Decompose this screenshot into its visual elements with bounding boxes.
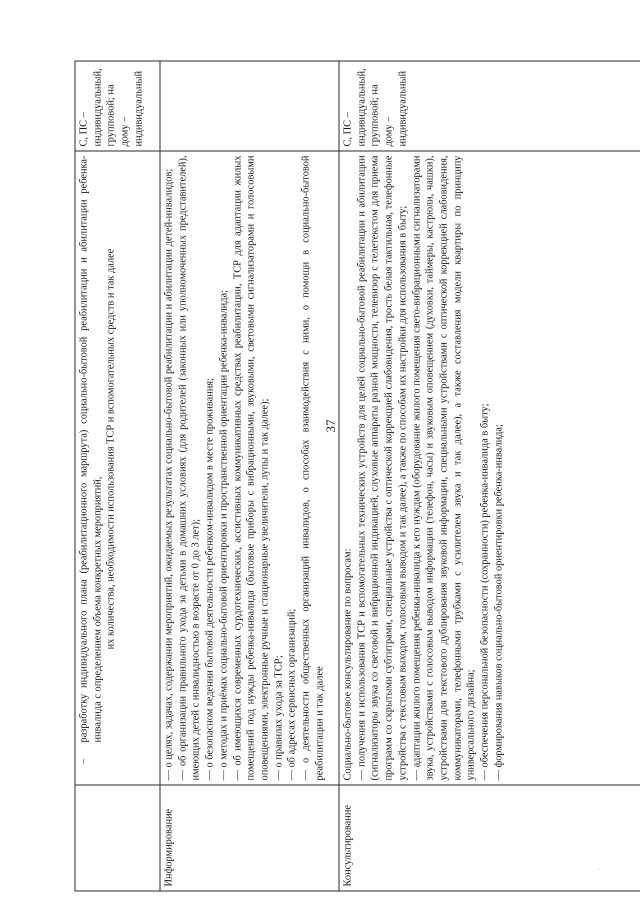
list-item: — получения и использования ТСР и вспомогательных технических устройств для целей социально-бытовой реабилитации и абилитации (сигнализаторы звука со световой и вибрационной индикацией, слуховые аппараты разной мощности, телевизор с телетекстом для приема программ со скрытыми субтитрами, специальные устройства с оптической коррекцией слабовидения, трость белая тактильная, телефонные устройства с текстовым выходом, голосовым выводом и так далее), а также по способам их настройки для использования в быту; <box>356 155 409 781</box>
form-cell-informing <box>160 61 339 151</box>
list-item: — обеспечения персональной безопасности (сохранности) ребенка-инвалида в быту; <box>479 403 491 781</box>
category-cell-informing: Информирование <box>160 785 339 891</box>
dash-bullet: – <box>78 758 90 765</box>
table-row-informing <box>160 61 339 891</box>
list-item: — о методах и приёмах социально-бытовой ориентировки и пространственной ориентации ребенка-инвалида; <box>218 289 230 781</box>
table-row-consulting <box>339 61 640 891</box>
content-cell-informing <box>160 151 339 785</box>
form-text: С, ПС – индивидуальный, групповой; на дому – индивидуальный <box>78 68 145 147</box>
category-cell-consulting: Консультирование <box>339 785 640 891</box>
intro-text-line-2: их количества, необходимости использования ТСР и вспомогательных средств и так далее <box>105 248 117 650</box>
list-item: — о деятельности общественных организаций инвалидов, о способах взаимодействия с ними, о помощи в социально-бытовой реабилитации и так далее <box>300 155 326 781</box>
list-item: — об имеющихся современных сурдотехнических, ассистивных коммуникативных средствах реабилитации, ТСР для адаптации жилых помещений под нужды ребенка-инвалида (бытовые приборы с вибрационными, звуковыми, световыми сигнализаторами и голосовыми оповещениями, электронные ручные и стационарные увеличители, лупы и так далее); <box>232 155 271 781</box>
category-cell-empty <box>75 785 160 891</box>
list-item: — о правилах ухода за ТСР; <box>273 655 285 781</box>
content-cell-consulting <box>339 151 640 785</box>
services-table <box>75 61 640 892</box>
list-item: — о целях, задачах, содержании мероприятий, ожидаемых результатах социально-бытовой реабилитации и абилитации детей-инвалидов; <box>163 168 175 781</box>
list-item: — формирования навыков социально-бытовой ориентировки ребенка-инвалида; <box>493 424 505 781</box>
section-heading: Социально-бытовое консультирование по вопросам: <box>342 548 354 781</box>
list-item: — адаптации жилого помещения ребенка-инвалида к его нуждам (оборудование жилого помещения свето-вибрационными сигнализаторами звука, устройствами с голосовым выводом информации (телефон, часы) и звуковым оповещением (духовки, таймеры, кастрюли, чашки), устройствами для текстового дублирования звуковой информации, специальными устройствами с оптической коррекцией слабовидения, коммуникаторами, телефонными трубками с усилителем звука и так далее), а также составления модели квартиры по принципу универсального дизайна; <box>411 155 477 781</box>
form-cell-consulting <box>339 61 640 151</box>
intro-text-line-1: разработку индивидуального плана (реабилитационного маршрута) социально-бытовой реабилитации и абилитации ребенка-инвалида с определением объема конкретных мероприятий, <box>78 155 104 743</box>
intro-text <box>78 156 119 743</box>
list-item: — об адресах сервисных организаций; <box>286 608 298 781</box>
list-item: — об организации правильного ухода за детьми в домашних условиях (для родителей (законных или уполномоченных представителей), имеющих детей с инвалидностью в возрасте от 0 до 3 лет); <box>177 155 202 781</box>
table-row-intro <box>75 61 160 891</box>
rotated-landscape-page <box>75 62 640 892</box>
form-text: С, ПС – индивидуальный, групповой; на дому – индивидуальный <box>342 68 409 147</box>
scan-speck: · <box>598 865 601 874</box>
list-item: — о безопасном ведении бытовой деятельности ребенком-инвалидом в месте проживания; <box>204 378 216 781</box>
content-cell-intro <box>75 151 160 785</box>
page-number: 37 <box>323 419 338 433</box>
form-cell-intro <box>75 61 160 151</box>
list-item <box>78 156 119 781</box>
